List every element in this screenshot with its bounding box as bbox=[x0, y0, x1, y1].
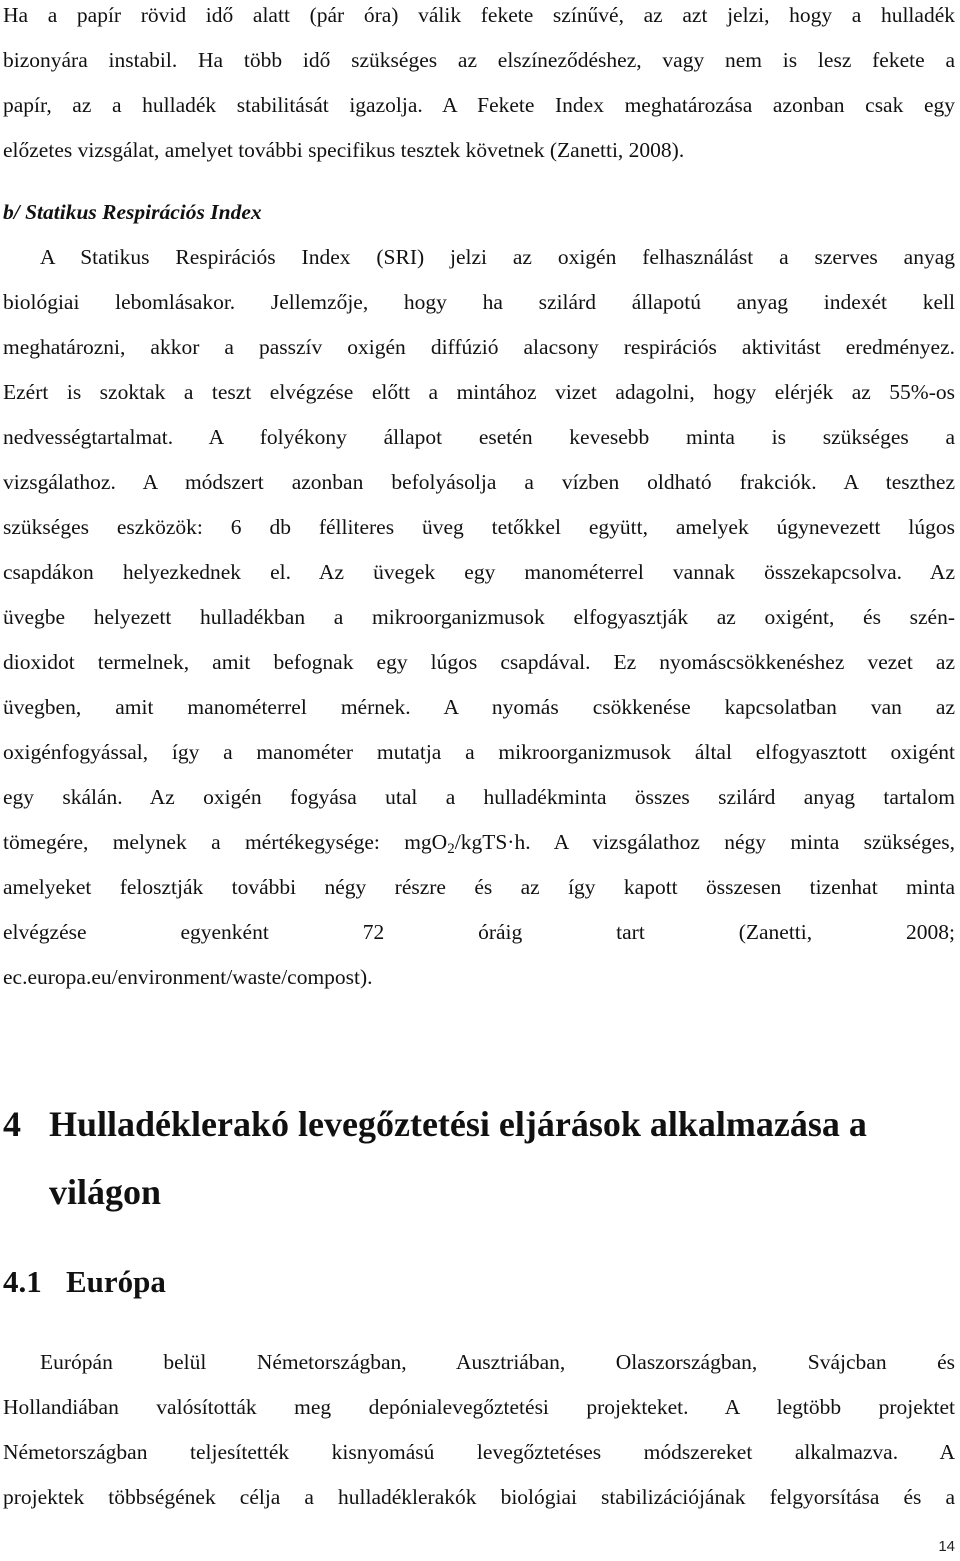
text-line: Európán belül Németországban, Ausztriában, Olaszországban, Svájcban és bbox=[40, 1350, 955, 1374]
text-line: Ezért is szoktak a teszt elvégzése előtt a mintához vizet adagolni, hogy elérjék az 55%-os bbox=[3, 380, 955, 404]
chapter-heading bbox=[3, 1090, 955, 1226]
text-line: előzetes vizsgálat, amelyet további specifikus tesztek követnek (Zanetti, 2008). bbox=[3, 138, 685, 162]
text-line: szükséges eszközök: 6 db félliteres üveg tetőkkel együtt, amelyek úgynevezett lúgos bbox=[3, 515, 955, 539]
text-line: papír, az a hulladék stabilitását igazolja. A Fekete Index meghatározása azonban csak egy bbox=[3, 93, 955, 117]
unit-text-post: /kgTS·h. A vizsgálathoz négy minta szükséges, bbox=[454, 830, 955, 854]
unit-subscript: 2 bbox=[447, 840, 455, 857]
text-line-unit bbox=[3, 820, 955, 865]
unit-text-pre: tömegére, melynek a mértékegysége: mgO bbox=[3, 830, 448, 854]
text-line: meghatározni, akkor a passzív oxigén diffúzió alacsony respirációs aktivitást eredményez. bbox=[3, 335, 955, 359]
text-line: nedvességtartalmat. A folyékony állapot esetén kevesebb minta is szükséges a bbox=[3, 425, 955, 449]
text-line: oxigénfogyással, így a manométer mutatja a mikroorganizmusok által elfogyasztott oxigént bbox=[3, 740, 955, 764]
section-title: Európa bbox=[66, 1264, 166, 1299]
text-line: ec.europa.eu/environment/waste/compost). bbox=[3, 965, 373, 989]
paragraph-europe bbox=[3, 1340, 955, 1520]
chapter-title-line2: világon bbox=[49, 1172, 162, 1212]
text-line: bizonyára instabil. Ha több idő szükséges az elszíneződéshez, vagy nem is lesz fekete a bbox=[3, 48, 955, 72]
subheading-static-respiration-index: b/ Statikus Respirációs Index bbox=[3, 200, 262, 224]
text-line: A Statikus Respirációs Index (SRI) jelzi az oxigén felhasználást a szerves anyag bbox=[40, 245, 955, 269]
text-line: üvegben, amit manométerrel mérnek. A nyomás csökkenése kapcsolatban van az bbox=[3, 695, 955, 719]
text-line: Ha a papír rövid idő alatt (pár óra) válik fekete színűvé, az azt jelzi, hogy a hulladék bbox=[3, 3, 955, 27]
text-line: egy skálán. Az oxigén fogyása utal a hulladékminta összes szilárd anyag tartalom bbox=[3, 785, 955, 809]
text-line: biológiai lebomlásakor. Jellemzője, hogy ha szilárd állapotú anyag indexét kell bbox=[3, 290, 955, 314]
text-line: üvegbe helyezett hulladékban a mikroorganizmusok elfogyasztják az oxigént, és szén- bbox=[3, 605, 955, 629]
text-line: Hollandiában valósították meg depónialevegőztetési projekteket. A legtöbb projektet bbox=[3, 1395, 955, 1419]
text-line: dioxidot termelnek, amit befognak egy lúgos csapdával. Ez nyomáscsökkenéshez vezet az bbox=[3, 650, 955, 674]
chapter-number: 4 bbox=[3, 1104, 21, 1144]
text-line: projektek többségének célja a hulladéklerakók biológiai stabilizációjának felgyorsítása és a bbox=[3, 1485, 955, 1509]
text-line: amelyeket felosztják további négy részre és az így kapott összesen tizenhat minta bbox=[3, 875, 955, 899]
text-line: elvégzése egyenként 72 óráig tart (Zanetti, 2008; bbox=[3, 920, 955, 944]
text-line: Németországban teljesítették kisnyomású levegőztetéses módszereket alkalmazva. A bbox=[3, 1440, 955, 1464]
section-number: 4.1 bbox=[3, 1264, 42, 1299]
text-line: vizsgálathoz. A módszert azonban befolyásolja a vízben oldható frakciók. A teszthez bbox=[3, 470, 955, 494]
chapter-title-line1: Hulladéklerakó levegőztetési eljárások alkalmazása a bbox=[49, 1104, 867, 1144]
text-line: csapdákon helyezkednek el. Az üvegek egy manométerrel vannak összekapcsolva. Az bbox=[3, 560, 955, 584]
section-heading bbox=[3, 1257, 955, 1307]
page-number: 14 bbox=[938, 1538, 955, 1555]
paragraph-sri bbox=[3, 235, 955, 1000]
paragraph-black-index bbox=[3, 0, 955, 173]
